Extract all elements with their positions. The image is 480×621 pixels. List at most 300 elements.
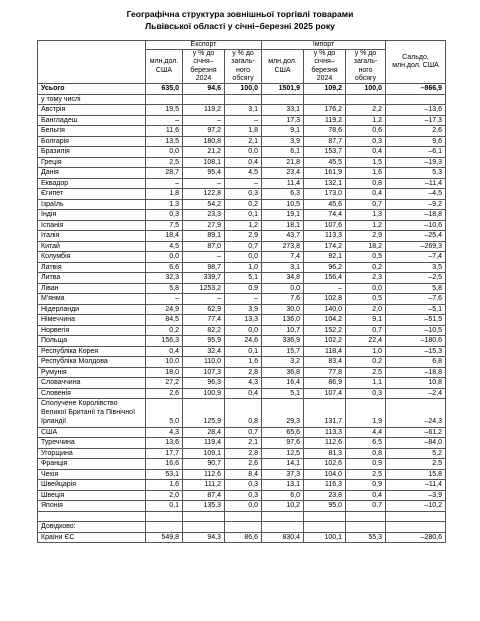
cell-export-value: 4,3 — [146, 427, 183, 438]
cell-export-share: 3,1 — [225, 105, 262, 116]
cell-export-value: 28,7 — [146, 168, 183, 179]
cell-export-value: 53,1 — [146, 469, 183, 480]
table-row — [38, 126, 446, 137]
cell-export-share: 0,0 — [225, 147, 262, 158]
cell-export-pct-prev: 100,9 — [183, 388, 225, 399]
cell-import-pct-prev: 107,6 — [304, 220, 346, 231]
cell-export-pct-prev: 95,9 — [183, 336, 225, 347]
table-row — [38, 378, 446, 389]
cell-export-pct-prev: – — [183, 115, 225, 126]
cell-import-share — [346, 511, 386, 522]
row-country: Німеччина — [38, 315, 146, 326]
cell-export-pct-prev: 23,3 — [183, 210, 225, 221]
cell-import-pct-prev: 77,8 — [304, 367, 346, 378]
cell-balance: –61,2 — [386, 427, 446, 438]
cell-balance: –6,1 — [386, 147, 446, 158]
cell-import-pct-prev: 174,2 — [304, 241, 346, 252]
table-row — [38, 231, 446, 242]
cell-import-share: 0,5 — [346, 294, 386, 305]
cell-import-share: 0,7 — [346, 501, 386, 512]
table-row — [38, 346, 446, 357]
cell-export-share: 2,9 — [225, 231, 262, 242]
cell-import-share: 2,3 — [346, 273, 386, 284]
cell-import-share: 1,5 — [346, 157, 386, 168]
header-import-pct-prev: у % до січня–березня 2024 — [304, 50, 346, 84]
cell-export-pct-prev: 77,4 — [183, 315, 225, 326]
cell-export-share: 0,1 — [225, 346, 262, 357]
cell-import-pct-prev: 100,1 — [304, 532, 346, 543]
table-row — [38, 84, 446, 95]
cell-export-share: 0,4 — [225, 388, 262, 399]
cell-balance: –18,8 — [386, 210, 446, 221]
cell-export-share: 2,6 — [225, 459, 262, 470]
cell-balance: –4,5 — [386, 189, 446, 200]
header-import: Імпорт — [262, 41, 386, 50]
cell-import-value: 15,7 — [262, 346, 304, 357]
cell-balance: –11,4 — [386, 480, 446, 491]
cell-export-pct-prev — [183, 511, 225, 522]
cell-export-pct-prev: 109,1 — [183, 448, 225, 459]
cell-export-pct-prev: 21,2 — [183, 147, 225, 158]
cell-export-value: 0,1 — [146, 501, 183, 512]
cell-import-value: 97,6 — [262, 438, 304, 449]
table-row — [38, 511, 446, 522]
cell-export-share: – — [225, 294, 262, 305]
cell-export-share: 2,8 — [225, 367, 262, 378]
cell-export-share: 2,1 — [225, 438, 262, 449]
cell-export-share: 2,1 — [225, 136, 262, 147]
cell-export-pct-prev: 339,7 — [183, 273, 225, 284]
cell-balance — [386, 94, 446, 105]
cell-export-pct-prev: 89,1 — [183, 231, 225, 242]
cell-export-value: 24,9 — [146, 304, 183, 315]
cell-import-pct-prev: 86,9 — [304, 378, 346, 389]
row-country: Швейцарія — [38, 480, 146, 491]
cell-export-value: 32,3 — [146, 273, 183, 284]
cell-import-share: 1,0 — [346, 346, 386, 357]
cell-export-share: 1,0 — [225, 262, 262, 273]
cell-export-pct-prev — [183, 522, 225, 533]
cell-export-share: 0,7 — [225, 241, 262, 252]
cell-export-value: 18,0 — [146, 367, 183, 378]
row-country: Польща — [38, 336, 146, 347]
cell-import-value: 830,4 — [262, 532, 304, 543]
row-country: Туреччина — [38, 438, 146, 449]
cell-import-pct-prev: 104,0 — [304, 469, 346, 480]
cell-import-share: 18,2 — [346, 241, 386, 252]
cell-import-value: 7,6 — [262, 294, 304, 305]
table-row — [38, 357, 446, 368]
row-country: Колумбія — [38, 252, 146, 263]
table-row — [38, 427, 446, 438]
cell-balance: –25,4 — [386, 231, 446, 242]
cell-export-share: 13,3 — [225, 315, 262, 326]
row-country: Іспанія — [38, 220, 146, 231]
row-country: Болгарія — [38, 136, 146, 147]
cell-import-value: 3,9 — [262, 136, 304, 147]
cell-import-pct-prev: 81,3 — [304, 448, 346, 459]
cell-import-pct-prev: 156,4 — [304, 273, 346, 284]
cell-export-value: 1,6 — [146, 480, 183, 491]
cell-import-share: 2,9 — [346, 231, 386, 242]
table-row — [38, 178, 446, 189]
cell-balance — [386, 511, 446, 522]
cell-import-pct-prev: 118,4 — [304, 346, 346, 357]
table-row — [38, 210, 446, 221]
cell-import-pct-prev: 113,3 — [304, 231, 346, 242]
cell-import-value: 65,6 — [262, 427, 304, 438]
cell-export-value: 1,3 — [146, 199, 183, 210]
cell-export-value: 18,4 — [146, 231, 183, 242]
cell-balance: 5,3 — [386, 168, 446, 179]
cell-import-value: 6,3 — [262, 189, 304, 200]
cell-balance: –10,2 — [386, 501, 446, 512]
cell-import-value — [262, 522, 304, 533]
cell-export-share: 0,8 — [225, 399, 262, 428]
table-row — [38, 136, 446, 147]
cell-export-pct-prev: 122,8 — [183, 189, 225, 200]
cell-import-value: 1501,9 — [262, 84, 304, 95]
row-country: Угорщина — [38, 448, 146, 459]
cell-import-value: 19,1 — [262, 210, 304, 221]
cell-export-value: 0,2 — [146, 325, 183, 336]
cell-export-pct-prev: – — [183, 178, 225, 189]
cell-export-share — [225, 522, 262, 533]
cell-export-share: 0,1 — [225, 210, 262, 221]
cell-balance: –5,1 — [386, 304, 446, 315]
cell-import-value: 29,3 — [262, 399, 304, 428]
cell-export-share: 1,6 — [225, 357, 262, 368]
cell-import-pct-prev: – — [304, 283, 346, 294]
cell-import-pct-prev: 116,3 — [304, 480, 346, 491]
cell-export-share: 0,0 — [225, 252, 262, 263]
cell-export-value — [146, 511, 183, 522]
cell-import-pct-prev: 83,4 — [304, 357, 346, 368]
title-line-2: Львівської області у січні–березні 2025 року — [145, 20, 335, 31]
cell-export-share: 5,1 — [225, 273, 262, 284]
cell-import-share: 0,9 — [346, 480, 386, 491]
cell-export-value: – — [146, 294, 183, 305]
cell-import-share: 2,5 — [346, 367, 386, 378]
table-row — [38, 501, 446, 512]
cell-balance: –84,0 — [386, 438, 446, 449]
cell-import-pct-prev: 74,4 — [304, 210, 346, 221]
cell-import-pct-prev: 102,2 — [304, 336, 346, 347]
cell-import-pct-prev: 23,8 — [304, 490, 346, 501]
row-country: Литва — [38, 273, 146, 284]
cell-import-share: 0,7 — [346, 199, 386, 210]
cell-balance: 2,5 — [386, 459, 446, 470]
cell-export-pct-prev: 112,6 — [183, 469, 225, 480]
row-country: Словаччина — [38, 378, 146, 389]
row-country: Австрія — [38, 105, 146, 116]
cell-export-pct-prev: 54,2 — [183, 199, 225, 210]
cell-export-share: 0,0 — [225, 501, 262, 512]
row-country: Італія — [38, 231, 146, 242]
cell-import-share: 1,1 — [346, 378, 386, 389]
header-export-pct-prev: у % до січня–березня 2024 — [183, 50, 225, 84]
cell-import-share: 0,3 — [346, 136, 386, 147]
cell-import-pct-prev: 96,2 — [304, 262, 346, 273]
cell-import-value: 3,1 — [262, 262, 304, 273]
table-row — [38, 294, 446, 305]
table-row — [38, 469, 446, 480]
cell-export-share: 86,6 — [225, 532, 262, 543]
cell-balance: –7,6 — [386, 294, 446, 305]
cell-balance: –866,9 — [386, 84, 446, 95]
cell-export-share: 4,5 — [225, 168, 262, 179]
cell-import-share: 0,8 — [346, 178, 386, 189]
row-country: М'янма — [38, 294, 146, 305]
cell-export-pct-prev: 98,7 — [183, 262, 225, 273]
header-import-pct-total: у % до загаль-ного обсягу — [346, 50, 386, 84]
cell-import-pct-prev: 173,0 — [304, 189, 346, 200]
cell-balance: –10,5 — [386, 325, 446, 336]
cell-import-pct-prev: 78,6 — [304, 126, 346, 137]
row-country: Еквадор — [38, 178, 146, 189]
cell-import-value: 16,4 — [262, 378, 304, 389]
cell-import-share: 1,9 — [346, 399, 386, 428]
cell-balance: –24,3 — [386, 399, 446, 428]
cell-export-share: 0,7 — [225, 427, 262, 438]
cell-import-pct-prev: 107,4 — [304, 388, 346, 399]
cell-import-share: 6,5 — [346, 438, 386, 449]
cell-import-share: 100,0 — [346, 84, 386, 95]
cell-import-value: 336,9 — [262, 336, 304, 347]
cell-export-pct-prev: 97,2 — [183, 126, 225, 137]
cell-import-pct-prev: 92,1 — [304, 252, 346, 263]
cell-export-value: 635,0 — [146, 84, 183, 95]
cell-import-pct-prev: 104,2 — [304, 315, 346, 326]
cell-balance: –3,9 — [386, 490, 446, 501]
row-country: США — [38, 427, 146, 438]
cell-export-value: 1,8 — [146, 189, 183, 200]
cell-import-share: 0,2 — [346, 357, 386, 368]
cell-export-pct-prev: 94,6 — [183, 84, 225, 95]
row-country: Бразилія — [38, 147, 146, 158]
cell-import-share: 0,6 — [346, 126, 386, 137]
cell-import-share: 9,1 — [346, 315, 386, 326]
row-country: Японія — [38, 501, 146, 512]
cell-import-value — [262, 511, 304, 522]
cell-import-value: 34,8 — [262, 273, 304, 284]
row-country: Чехія — [38, 469, 146, 480]
cell-export-value: 0,3 — [146, 210, 183, 221]
cell-export-value: 0,4 — [146, 346, 183, 357]
table-row — [38, 304, 446, 315]
cell-balance: 3,5 — [386, 262, 446, 273]
row-country: Довідково: — [38, 522, 146, 533]
cell-import-share: 2,5 — [346, 469, 386, 480]
cell-export-value: 17,7 — [146, 448, 183, 459]
cell-export-share: 0,2 — [225, 199, 262, 210]
table-row — [38, 220, 446, 231]
cell-export-value: 156,3 — [146, 336, 183, 347]
row-country: Греція — [38, 157, 146, 168]
table-row — [38, 522, 446, 533]
cell-export-value: 84,5 — [146, 315, 183, 326]
cell-import-share: 55,3 — [346, 532, 386, 543]
row-country: Бельгія — [38, 126, 146, 137]
table-row — [38, 480, 446, 491]
cell-import-share: 0,2 — [346, 262, 386, 273]
cell-import-share: 1,6 — [346, 168, 386, 179]
table-row — [38, 459, 446, 470]
cell-export-share: 8,4 — [225, 469, 262, 480]
table-row — [38, 273, 446, 284]
row-country: Ліван — [38, 283, 146, 294]
cell-import-pct-prev: 45,5 — [304, 157, 346, 168]
table-row — [38, 94, 446, 105]
cell-export-share: – — [225, 115, 262, 126]
cell-import-value: 10,2 — [262, 501, 304, 512]
cell-export-value: 11,6 — [146, 126, 183, 137]
cell-export-value: 6,6 — [146, 262, 183, 273]
cell-import-value: 9,1 — [262, 126, 304, 137]
row-country: Країни ЄС — [38, 532, 146, 543]
cell-export-pct-prev: 27,9 — [183, 220, 225, 231]
cell-export-share: 0,9 — [225, 283, 262, 294]
cell-import-share: 1,2 — [346, 115, 386, 126]
cell-export-share: 4,3 — [225, 378, 262, 389]
cell-import-value: 11,4 — [262, 178, 304, 189]
cell-export-value: 549,8 — [146, 532, 183, 543]
cell-import-value: 13,1 — [262, 480, 304, 491]
cell-import-pct-prev — [304, 94, 346, 105]
cell-export-share: 0,4 — [225, 157, 262, 168]
cell-import-value: 30,0 — [262, 304, 304, 315]
table-row — [38, 438, 446, 449]
cell-import-value: 5,1 — [262, 388, 304, 399]
table-row — [38, 399, 446, 428]
cell-import-value: 6,1 — [262, 147, 304, 158]
cell-export-pct-prev: 90,7 — [183, 459, 225, 470]
table-row — [38, 262, 446, 273]
header-country — [38, 41, 146, 84]
cell-balance: –19,3 — [386, 157, 446, 168]
cell-export-value: 0,0 — [146, 147, 183, 158]
cell-import-pct-prev: 119,2 — [304, 115, 346, 126]
cell-balance: 5,8 — [386, 283, 446, 294]
table-row — [38, 283, 446, 294]
cell-balance: –9,2 — [386, 199, 446, 210]
row-country: Швеція — [38, 490, 146, 501]
cell-export-share: 24,6 — [225, 336, 262, 347]
title-line-1: Географічна структура зовнішньої торгівлі товарами — [126, 9, 354, 19]
cell-export-value: 0,0 — [146, 252, 183, 263]
table-row — [38, 168, 446, 179]
cell-export-value: – — [146, 178, 183, 189]
cell-import-pct-prev — [304, 522, 346, 533]
cell-import-pct-prev — [304, 511, 346, 522]
cell-export-value: 13,5 — [146, 136, 183, 147]
cell-import-value — [262, 94, 304, 105]
cell-import-value: 17,3 — [262, 115, 304, 126]
row-country: Латвія — [38, 262, 146, 273]
cell-import-share: 0,8 — [346, 448, 386, 459]
cell-export-pct-prev: 135,3 — [183, 501, 225, 512]
cell-balance: –269,3 — [386, 241, 446, 252]
cell-import-share: 0,7 — [346, 325, 386, 336]
row-country: Франція — [38, 459, 146, 470]
table-row — [38, 105, 446, 116]
row-country — [38, 511, 146, 522]
cell-export-pct-prev: 96,3 — [183, 378, 225, 389]
table-row — [38, 199, 446, 210]
cell-export-pct-prev: 180,8 — [183, 136, 225, 147]
cell-import-value: 0,0 — [262, 283, 304, 294]
cell-export-pct-prev: 1253,2 — [183, 283, 225, 294]
cell-export-pct-prev: 32,4 — [183, 346, 225, 357]
cell-import-value: 21,8 — [262, 157, 304, 168]
table-row — [38, 189, 446, 200]
table-row — [38, 147, 446, 158]
row-country: Сполучене Королівство Великої Британії та Північної Ірландії — [38, 399, 146, 428]
cell-balance: –18,8 — [386, 367, 446, 378]
cell-export-pct-prev: 125,9 — [183, 399, 225, 428]
cell-import-share: 1,2 — [346, 220, 386, 231]
cell-balance: –13,6 — [386, 105, 446, 116]
cell-balance: 15,8 — [386, 469, 446, 480]
cell-balance: –7,4 — [386, 252, 446, 263]
cell-import-share — [346, 522, 386, 533]
cell-balance: –2,5 — [386, 273, 446, 284]
cell-balance: –180,6 — [386, 336, 446, 347]
cell-export-pct-prev: 28,4 — [183, 427, 225, 438]
cell-import-pct-prev: 140,0 — [304, 304, 346, 315]
cell-export-pct-prev: 111,2 — [183, 480, 225, 491]
cell-export-share: 0,3 — [225, 490, 262, 501]
cell-import-pct-prev: 152,2 — [304, 325, 346, 336]
cell-import-pct-prev: 45,6 — [304, 199, 346, 210]
cell-balance: 2,6 — [386, 126, 446, 137]
row-country: Румунія — [38, 367, 146, 378]
table-row — [38, 252, 446, 263]
cell-import-value: 36,8 — [262, 367, 304, 378]
cell-export-share: 2,8 — [225, 448, 262, 459]
cell-balance: –17,3 — [386, 115, 446, 126]
cell-import-share: 0,9 — [346, 459, 386, 470]
cell-balance: 5,2 — [386, 448, 446, 459]
cell-balance: –2,4 — [386, 388, 446, 399]
table-row — [38, 490, 446, 501]
cell-export-share — [225, 511, 262, 522]
cell-export-share: 3,9 — [225, 304, 262, 315]
cell-export-value: 10,0 — [146, 357, 183, 368]
cell-export-value: 19,5 — [146, 105, 183, 116]
table-row — [38, 241, 446, 252]
cell-import-value: 37,3 — [262, 469, 304, 480]
cell-export-pct-prev: 82,2 — [183, 325, 225, 336]
cell-export-value: 2,5 — [146, 157, 183, 168]
cell-export-share — [225, 94, 262, 105]
cell-export-pct-prev: 87,4 — [183, 490, 225, 501]
cell-import-pct-prev: 153,7 — [304, 147, 346, 158]
row-country: Єгипет — [38, 189, 146, 200]
cell-export-value — [146, 94, 183, 105]
cell-import-pct-prev: 132,1 — [304, 178, 346, 189]
cell-import-pct-prev: 102,8 — [304, 294, 346, 305]
cell-export-share: 1,8 — [225, 126, 262, 137]
table-row — [38, 325, 446, 336]
cell-balance: –280,6 — [386, 532, 446, 543]
header-balance: Сальдо, млн.дол. США — [386, 41, 446, 84]
cell-import-share — [346, 94, 386, 105]
cell-export-pct-prev: – — [183, 294, 225, 305]
cell-import-pct-prev: 102,6 — [304, 459, 346, 470]
cell-import-share: 0,4 — [346, 490, 386, 501]
cell-export-share: 0,3 — [225, 480, 262, 491]
